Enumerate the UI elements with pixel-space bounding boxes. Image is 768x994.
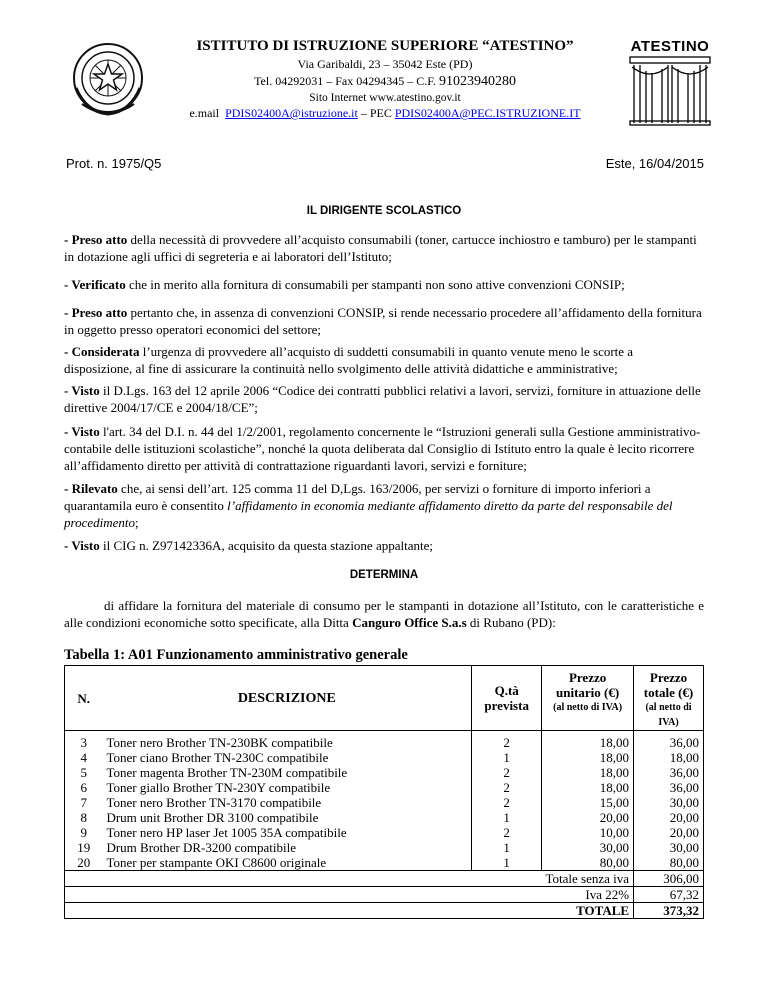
institute-website: Sito Internet www.atestino.gov.it: [309, 92, 461, 104]
header-quantity-line1: Q.tà: [494, 683, 519, 698]
totals-row: [65, 903, 704, 919]
row-number: 3: [65, 731, 103, 751]
document-date: Este, 16/04/2015: [605, 156, 704, 171]
row-unit-price: 20,00: [542, 810, 634, 825]
row-unit-price: 80,00: [542, 855, 634, 871]
header-n: N.: [65, 666, 103, 731]
header-quantity-line2: prevista: [484, 698, 529, 713]
table-row: [65, 780, 704, 795]
row-description: Toner nero Brother TN-3170 compatibile: [106, 795, 322, 810]
row-number: 6: [65, 780, 103, 795]
row-total-price: 36,00: [634, 780, 704, 795]
row-total-price: 20,00: [634, 825, 704, 840]
intro-text: di affidare la fornitura del materiale di consumo per le stampanti in dotazione all’Istituto, con le caratteristiche e alle condizioni economiche sotto specificate, alla Ditta: [64, 598, 704, 630]
paragraph-8: [64, 537, 704, 554]
row-description: Toner nero Brother TN-230BK compatibile: [106, 735, 333, 750]
row-number: 20: [65, 855, 103, 871]
paragraph-lead: - Preso atto: [64, 305, 128, 320]
row-unit-price: 18,00: [542, 731, 634, 751]
table-row: [65, 825, 704, 840]
paragraph-text: della necessità di provvedere all’acquisto consumabili (toner, cartucce inchiostro e tamburo) per le stampanti in dotazione agli uffici di segreteria e ai laboratori dell’Istituto;: [64, 232, 697, 264]
paragraph-tail: ;: [135, 515, 139, 530]
atestino-logo: [628, 38, 712, 128]
row-unit-price: 18,00: [542, 765, 634, 780]
totals-value: 373,32: [634, 903, 704, 919]
paragraph-text: il D.Lgs. 163 del 12 aprile 2006 “Codice dei contratti pubblici relativi a lavori, servizi, forniture in attuazione delle direttive 2004/17/CE e 2004/18/CE”;: [64, 383, 701, 415]
row-description: Toner ciano Brother TN-230C compatibile: [106, 750, 329, 765]
logo-text: ATESTINO: [630, 38, 710, 55]
totals-label: Iva 22%: [65, 887, 634, 903]
paragraph-lead: - Rilevato: [64, 481, 118, 496]
paragraph-text: l'art. 34 del D.I. n. 44 del 1/2/2001, regolamento concernente le “Istruzioni generali sulla Gestione amministrativo-contabile delle istituzioni scolastiche”, nonché la quota deliberata dal Consiglio di Istituto entro la quale è lecito ricorrere all’affidamento diretto per attività di contrattazione riguardanti lavori, servizi e forniture;: [64, 424, 701, 473]
protocol-number: Prot. n. 1975/Q5: [66, 156, 162, 171]
totals-label: Totale senza iva: [65, 871, 634, 887]
paragraph-lead: - Visto: [64, 383, 100, 398]
row-quantity: 2: [472, 780, 542, 795]
row-total-price: 30,00: [634, 795, 704, 810]
totals-label: TOTALE: [65, 903, 634, 919]
institute-phone: [150, 74, 620, 90]
paragraph-text: che in merito alla fornitura di consumabili per stampanti non sono attive convenzioni CONSIP;: [125, 277, 625, 292]
row-total-price: 20,00: [634, 810, 704, 825]
totals-row: [65, 887, 704, 903]
republic-emblem: [66, 38, 150, 122]
row-total-price: 36,00: [634, 765, 704, 780]
paragraph-6: [64, 423, 704, 474]
row-quantity: 2: [472, 825, 542, 840]
row-description: Toner per stampante OKI C8600 originale: [106, 855, 327, 870]
pec-label: – PEC: [360, 106, 392, 120]
row-description: Drum Brother DR-3200 compatibile: [106, 840, 297, 855]
header-total-line2: totale (€): [643, 685, 694, 700]
totals-row: [65, 871, 704, 887]
paragraph-text: l’urgenza di provvedere all’acquisto di suddetti consumabili in quanto venute meno le scorte a disposizione, al fine di assicurare la continuità nello svolgimento delle attività didattiche e amministrative;: [64, 344, 634, 376]
header-unit-note: (al netto di IVA): [553, 702, 623, 713]
determina-heading: DETERMINA: [349, 569, 419, 581]
institute-address: Via Garibaldi, 23 – 35042 Este (PD): [297, 57, 473, 71]
header-unit-line1: Prezzo: [568, 670, 607, 685]
header-unit-price: [542, 666, 634, 731]
email-link[interactable]: PDIS02400A@istruzione.it: [225, 106, 358, 120]
row-description: Toner giallo Brother TN-230Y compatibile: [106, 780, 331, 795]
paragraph-text: pertanto che, in assenza di convenzioni CONSIP, si rende necessario procedere all’affidamento della fornitura in oggetto presso operatori economici del settore;: [64, 305, 702, 337]
row-quantity: 2: [472, 731, 542, 751]
paragraph-5: [64, 382, 704, 416]
table-row: [65, 810, 704, 825]
table-row: [65, 840, 704, 855]
row-unit-price: 10,00: [542, 825, 634, 840]
row-total-price: 36,00: [634, 731, 704, 751]
paragraph-4: [64, 343, 704, 377]
institute-name: ISTITUTO DI ISTRUZIONE SUPERIORE “ATESTINO”: [196, 38, 574, 54]
header-unit-line2: unitario (€): [556, 685, 620, 700]
row-quantity: 1: [472, 855, 542, 871]
row-description: Drum unit Brother DR 3100 compatibile: [106, 810, 319, 825]
paragraph-lead: - Verificato: [64, 277, 126, 292]
totals-value: 306,00: [634, 871, 704, 887]
paragraph-3: [64, 304, 704, 338]
tax-code: 91023940280: [438, 74, 516, 89]
document-heading: IL DIRIGENTE SCOLASTICO: [306, 205, 462, 217]
header-total-price: [634, 666, 704, 731]
row-unit-price: 18,00: [542, 750, 634, 765]
paragraph-1: [64, 231, 704, 265]
row-quantity: 2: [472, 765, 542, 780]
paragraph-text: il CIG n. Z97142336A, acquisito da questa stazione appaltante;: [99, 538, 433, 553]
paragraph-italic: l’affidamento in economia mediante affidamento diretto da parte del responsabile del procedimento: [64, 498, 673, 530]
table-row: [65, 855, 704, 871]
row-description: Toner nero HP laser Jet 1005 35A compatibile: [106, 825, 347, 840]
paragraph-text: che, ai sensi dell’art. 125 comma 11 del D,Lgs. 163/2006, per servizi o forniture di importo inferiori a quarantamila euro è consentito: [64, 481, 651, 513]
paragraph-lead: - Considerata: [64, 344, 140, 359]
row-number: 8: [65, 810, 103, 825]
header-description: DESCRIZIONE: [102, 666, 471, 731]
header-quantity: [472, 666, 542, 731]
paragraph-7: [64, 480, 704, 531]
row-unit-price: 18,00: [542, 780, 634, 795]
table-caption: Tabella 1: A01 Funzionamento amministrativo generale: [64, 647, 408, 663]
row-number: 7: [65, 795, 103, 810]
paragraph-lead: - Visto: [64, 538, 100, 553]
email-label: e.mail: [189, 106, 220, 120]
row-quantity: 2: [472, 795, 542, 810]
row-number: 5: [65, 765, 103, 780]
table-row: [65, 750, 704, 765]
phone-text: Tel. 04292031 – Fax 04294345 – C.F.: [254, 74, 436, 88]
paragraph-2: [64, 276, 704, 293]
pec-link[interactable]: PDIS02400A@PEC.ISTRUZIONE.IT: [394, 106, 581, 120]
table-row: [65, 765, 704, 780]
totals-value: 67,32: [634, 887, 704, 903]
row-total-price: 80,00: [634, 855, 704, 871]
determina-text: [64, 597, 704, 631]
supply-table: [64, 665, 704, 919]
header-total-line1: Prezzo: [649, 670, 688, 685]
row-number: 9: [65, 825, 103, 840]
intro-tail: di Rubano (PD):: [466, 615, 556, 630]
row-total-price: 18,00: [634, 750, 704, 765]
row-number: 19: [65, 840, 103, 855]
paragraph-lead: - Preso atto: [64, 232, 128, 247]
row-unit-price: 30,00: [542, 840, 634, 855]
row-quantity: 1: [472, 840, 542, 855]
row-total-price: 30,00: [634, 840, 704, 855]
row-description: Toner magenta Brother TN-230M compatibile: [106, 765, 348, 780]
header-total-note: (al netto di IVA): [645, 702, 692, 728]
row-unit-price: 15,00: [542, 795, 634, 810]
table-row: [65, 731, 704, 751]
table-row: [65, 795, 704, 810]
row-quantity: 1: [472, 810, 542, 825]
institute-contacts: [150, 106, 620, 121]
row-quantity: 1: [472, 750, 542, 765]
company-name: Canguro Office S.a.s: [352, 615, 467, 630]
row-number: 4: [65, 750, 103, 765]
paragraph-lead: - Visto: [64, 424, 100, 439]
